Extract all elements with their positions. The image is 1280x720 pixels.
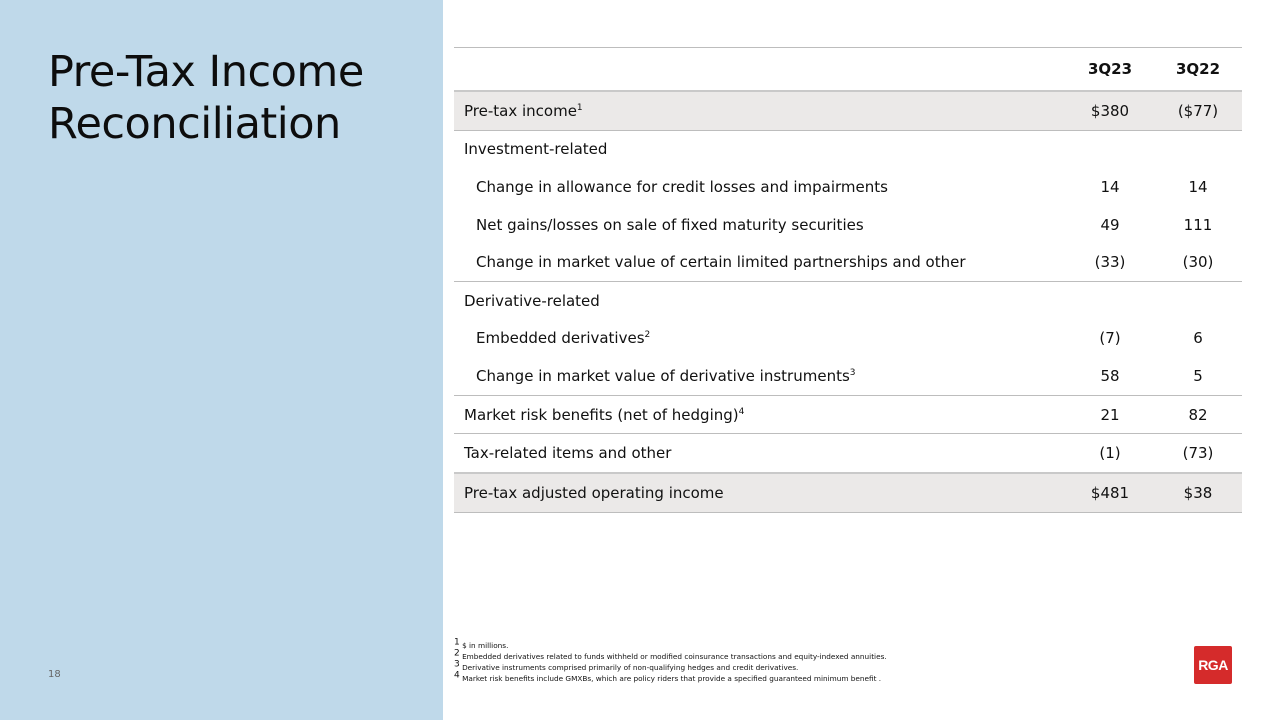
- footnotes: [454, 637, 1154, 684]
- row-label: Change in allowance for credit losses and impairments: [476, 177, 888, 196]
- title-line-1: Pre-Tax Income: [48, 47, 364, 97]
- row-value-3q22: (73): [1182, 444, 1214, 463]
- table-row: [454, 395, 1242, 434]
- table-row: [454, 433, 1242, 472]
- page-title: [48, 46, 428, 150]
- row-label: Market risk benefits (net of hedging)$^4$: [464, 405, 745, 424]
- row-value-3q23: (7): [1099, 329, 1121, 348]
- table-row: [454, 320, 1242, 358]
- table-header-row: [454, 48, 1242, 90]
- column-header-3q22: 3Q22: [1175, 60, 1221, 78]
- row-value-3q22: $38: [1183, 483, 1213, 502]
- row-value-3q22: 6: [1193, 329, 1203, 348]
- row-label: Pre-tax adjusted operating income: [464, 483, 724, 502]
- rga-logo: RGA: [1194, 646, 1232, 684]
- left-panel: [0, 0, 443, 720]
- section-label: Investment-related: [464, 140, 608, 159]
- row-value-3q23: 21: [1100, 405, 1120, 424]
- row-label: Change in market value of derivative instruments$^3$: [476, 366, 856, 385]
- row-value-3q22: ($77): [1177, 101, 1219, 120]
- row-label: Change in market value of certain limited partnerships and other: [476, 253, 966, 272]
- table-row: [454, 357, 1242, 395]
- row-value-3q23: $380: [1090, 101, 1130, 120]
- row-label: Net gains/losses on sale of fixed maturity securities: [476, 215, 864, 234]
- table-row: [454, 206, 1242, 244]
- footnote-1: $^1$ $ in millions.: [454, 637, 509, 650]
- row-value-3q22: 111: [1183, 215, 1213, 234]
- row-value-3q23: $481: [1090, 483, 1130, 502]
- table-section-row: [454, 130, 1242, 169]
- table-row: [454, 90, 1242, 130]
- section-label: Derivative-related: [464, 291, 600, 310]
- row-value-3q23: (1): [1099, 444, 1121, 463]
- footnote-3: $^3$ Derivative instruments comprised primarily of non-qualifying hedges and credit derivatives.: [454, 659, 799, 672]
- row-label: Embedded derivatives$^2$: [476, 329, 651, 348]
- row-value-3q23: 14: [1100, 177, 1120, 196]
- row-value-3q22: (30): [1182, 253, 1214, 272]
- row-label: Tax-related items and other: [464, 444, 672, 463]
- row-label: Pre-tax income$^1$: [464, 101, 583, 120]
- row-value-3q22: 5: [1193, 366, 1203, 385]
- title-line-2: Reconciliation: [48, 99, 341, 149]
- row-value-3q22: 82: [1188, 405, 1208, 424]
- column-header-3q23: 3Q23: [1087, 60, 1133, 78]
- reconciliation-table: [454, 47, 1242, 513]
- row-value-3q23: (33): [1094, 253, 1126, 272]
- row-value-3q23: 58: [1100, 366, 1120, 385]
- row-value-3q22: 14: [1188, 177, 1208, 196]
- table-row: [454, 243, 1242, 281]
- table-row: [454, 168, 1242, 206]
- page-number: 18: [48, 669, 61, 680]
- table-section-row: [454, 281, 1242, 320]
- footnote-2: $^2$ Embedded derivatives related to funds withheld or modified coinsurance transactions and equity-indexed annuities.: [454, 648, 887, 661]
- row-value-3q23: 49: [1100, 215, 1120, 234]
- footnote-4: $^4$ Market risk benefits include GMXBs, which are policy riders that provide a specified guaranteed minimum benefit .: [454, 670, 882, 683]
- table-total-row: [454, 472, 1242, 512]
